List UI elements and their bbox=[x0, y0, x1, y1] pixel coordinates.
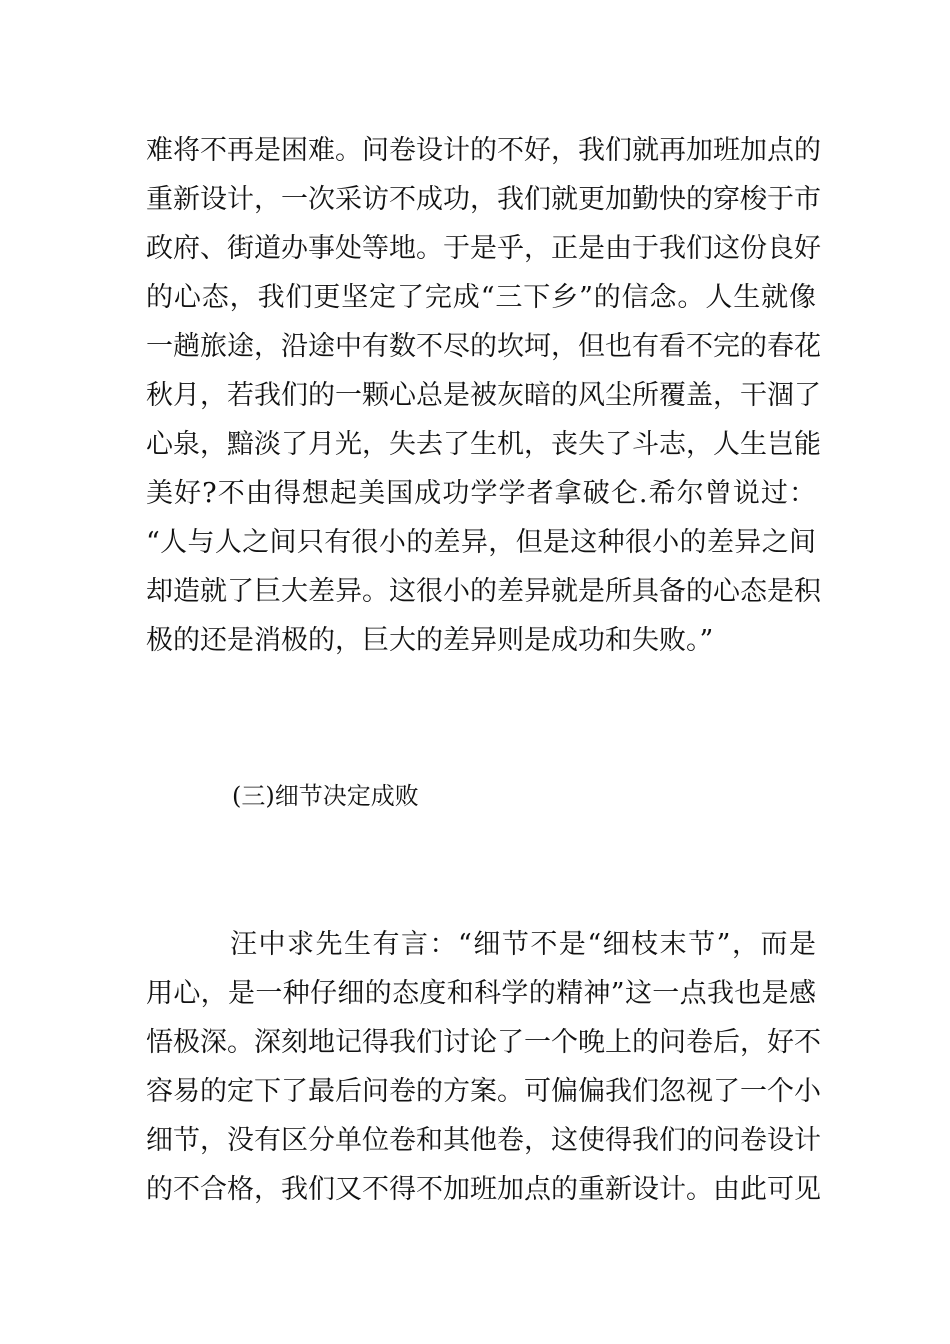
text-line: 的不合格，我们又不得不加班加点的重新设计。由此可见 bbox=[146, 1174, 821, 1205]
text-line: 秋月，若我们的一颗心总是被灰暗的风尘所覆盖，干涸了 bbox=[146, 380, 821, 411]
text-line: 重新设计，一次采访不成功，我们就更加勤快的穿梭于市 bbox=[146, 184, 821, 215]
text-line: 用心，是一种仔细的态度和科学的精神”这一点我也是感 bbox=[146, 978, 816, 1009]
text-line: 细节，没有区分单位卷和其他卷，这使得我们的问卷设计 bbox=[146, 1125, 821, 1156]
text-line: “人与人之间只有很小的差异，但是这种很小的差异之间 bbox=[146, 527, 816, 558]
text-line: 心泉，黯淡了月光，失去了生机，丧失了斗志，人生岂能 bbox=[146, 429, 821, 460]
text-line: 极的还是消极的，巨大的差异则是成功和失败。” bbox=[146, 625, 714, 656]
text-line: 汪中求先生有言：“细节不是“细枝末节”，而是 bbox=[230, 929, 816, 960]
text-line: 的心态，我们更坚定了完成“三下乡”的信念。人生就像 bbox=[146, 282, 816, 313]
text-line: 却造就了巨大差异。这很小的差异就是所具备的心态是积 bbox=[146, 576, 821, 607]
text-line: 政府、街道办事处等地。于是乎，正是由于我们这份良好 bbox=[146, 233, 821, 264]
text-line: 难将不再是困难。问卷设计的不好，我们就再加班加点的 bbox=[146, 135, 821, 166]
text-line: 悟极深。深刻地记得我们讨论了一个晚上的问卷后，好不 bbox=[146, 1027, 821, 1058]
text-line: 美好?不由得想起美国成功学学者拿破仑.希尔曾说过： bbox=[146, 478, 816, 509]
text-line: 一趟旅途，沿途中有数不尽的坎坷，但也有看不完的春花 bbox=[146, 331, 821, 362]
section-heading: (三)细节决定成败 bbox=[232, 782, 419, 810]
text-line: 容易的定下了最后问卷的方案。可偏偏我们忽视了一个小 bbox=[146, 1076, 821, 1107]
